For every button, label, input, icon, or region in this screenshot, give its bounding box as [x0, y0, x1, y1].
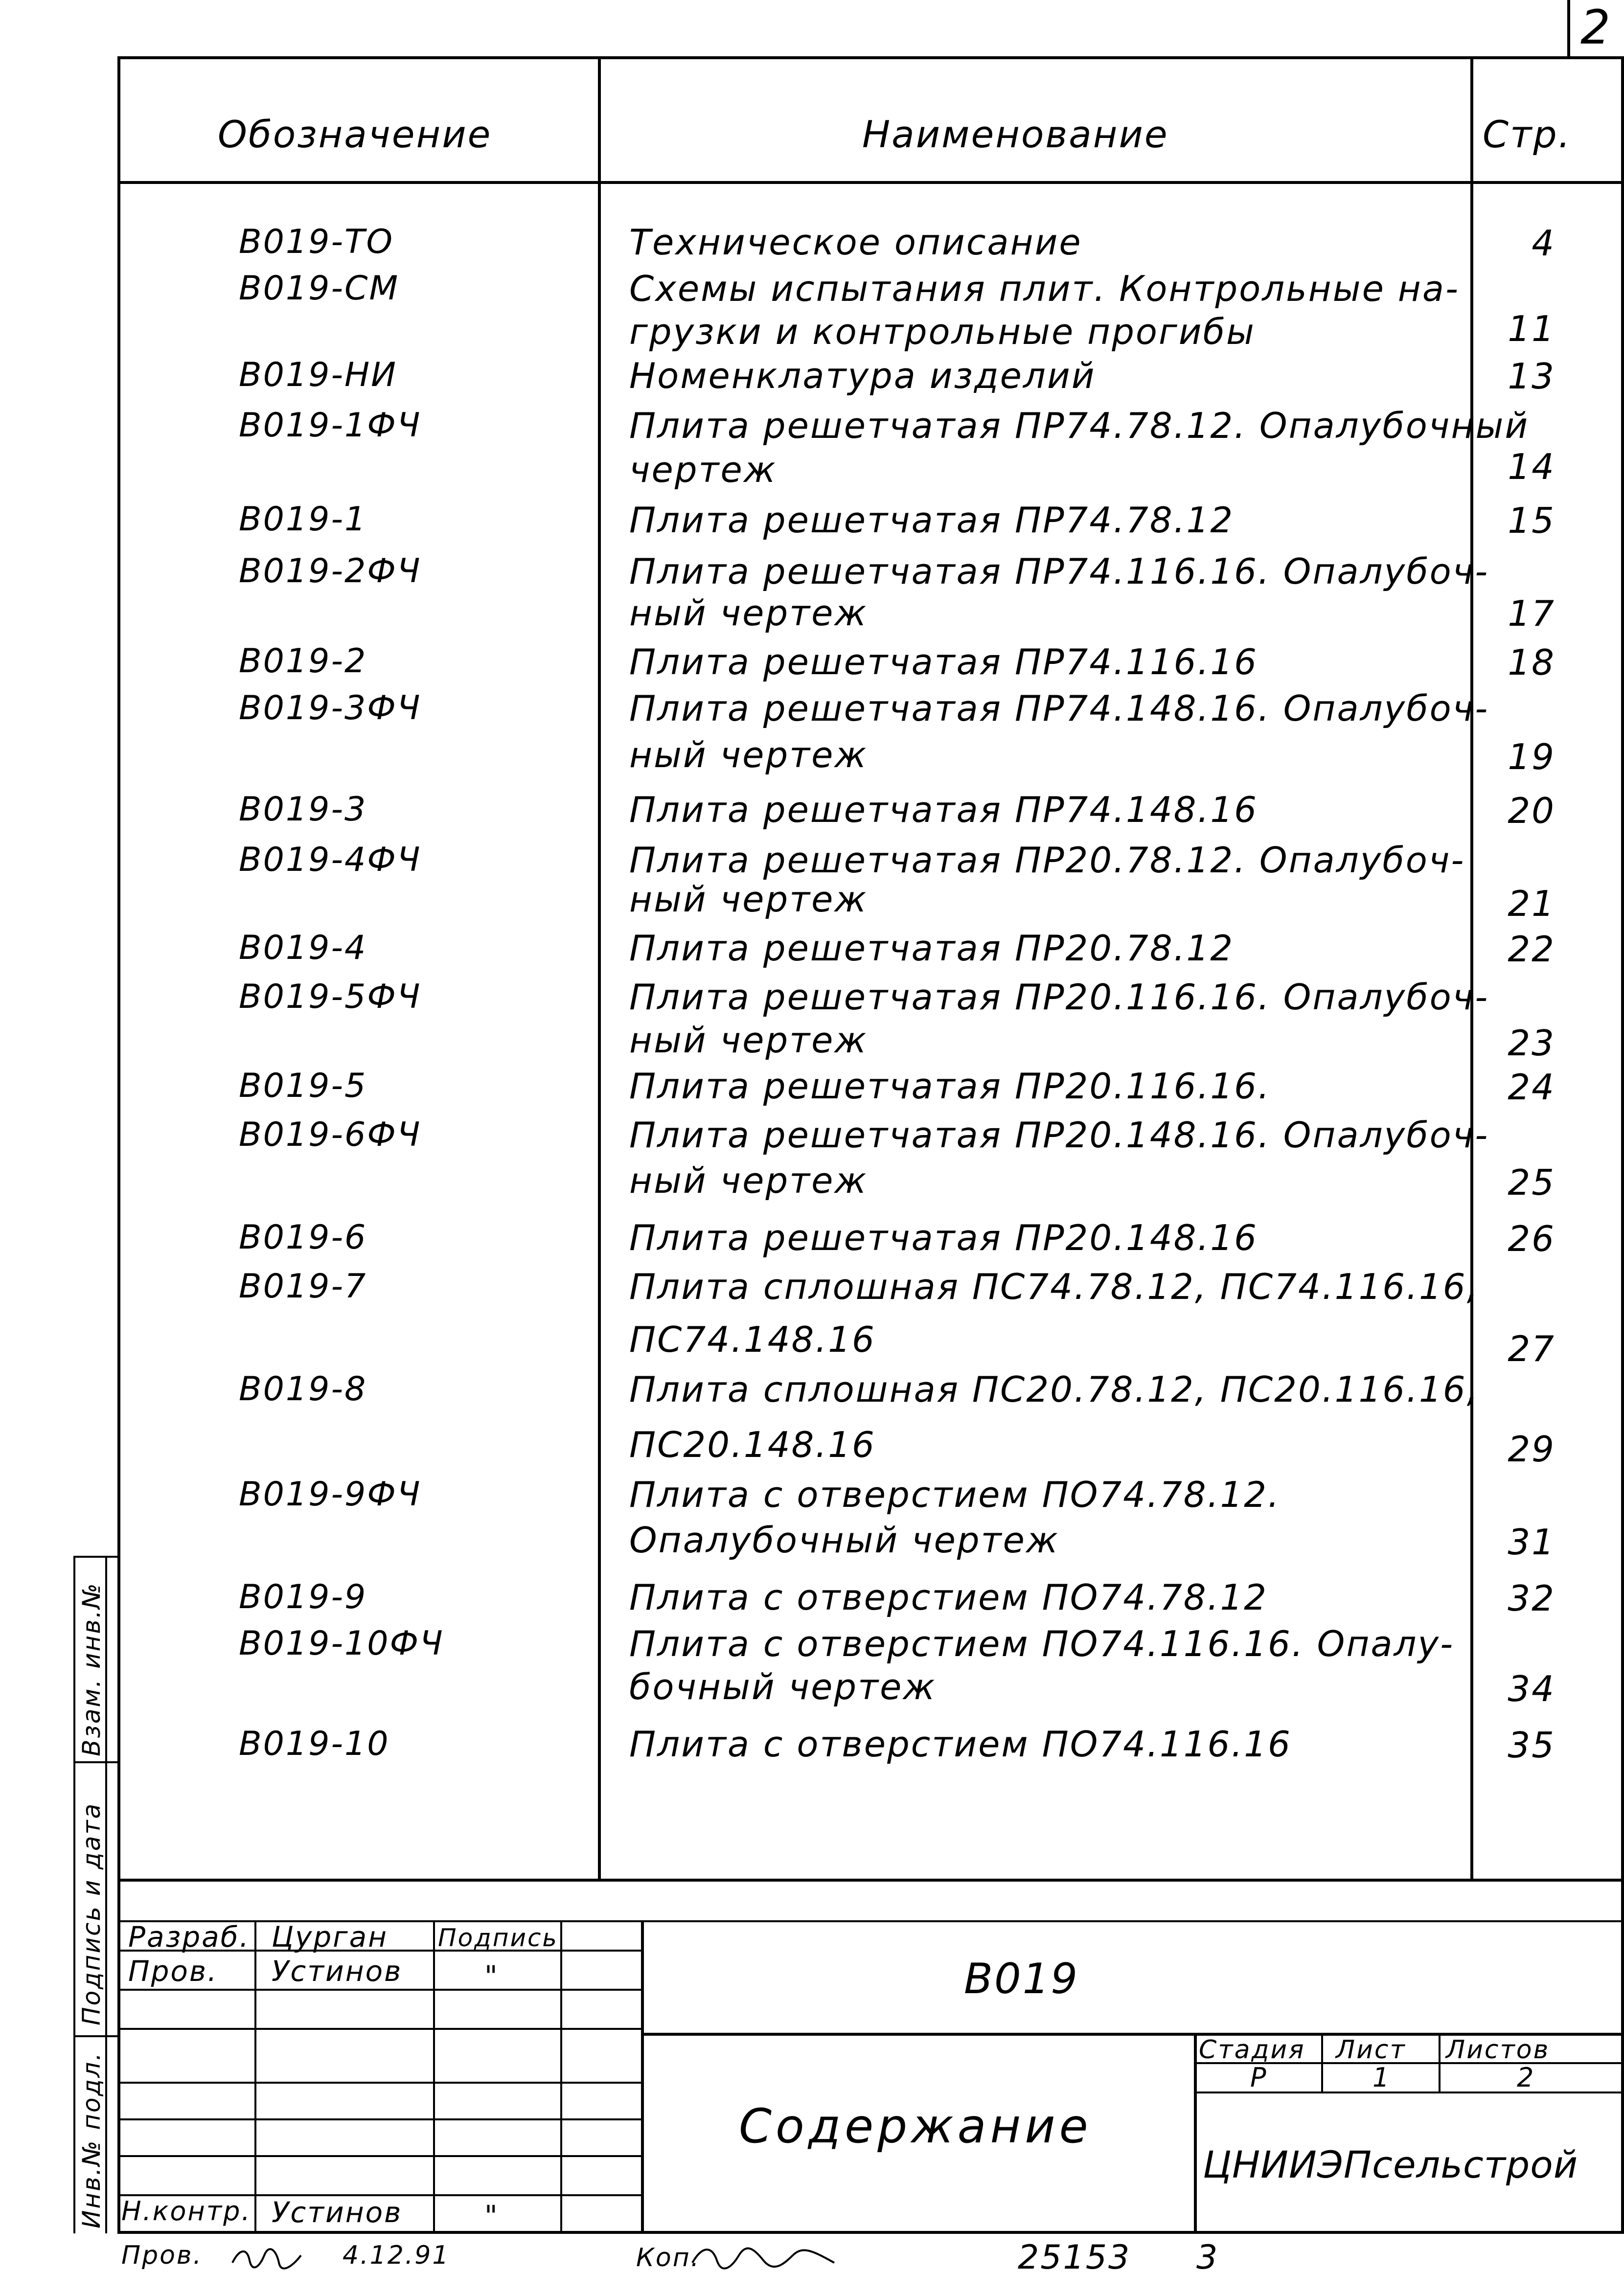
row-name: Плита с отверстием ПО74.78.12 [629, 1577, 1268, 1618]
row-name: Плита решетчатая ПР74.148.16. Опалубоч- [629, 688, 1489, 729]
row-name: чертеж [629, 449, 777, 490]
stage-label: Стадия [1199, 2035, 1305, 2065]
nkontr-name: Устинов [272, 2196, 403, 2229]
title-block-line [117, 1989, 641, 1991]
row-page: 23 [1508, 1023, 1555, 1064]
row-name: Плита решетчатая ПР74.78.12 [629, 500, 1235, 541]
row-code: В019-9ФЧ [239, 1475, 422, 1514]
footer-document-number: 25153 [1018, 2238, 1131, 2277]
row-code: В019-5 [239, 1067, 367, 1105]
row-name: ный чертеж [629, 1160, 868, 1201]
row-name: Плита сплошная ПС74.78.12, ПС74.116.16, [629, 1266, 1480, 1307]
row-page: 31 [1508, 1522, 1555, 1563]
row-page: 17 [1508, 593, 1555, 634]
row-page: 14 [1508, 446, 1555, 487]
footer-prov-label: Пров. [121, 2241, 203, 2270]
row-name: Плита с отверстием ПО74.78.12. [629, 1474, 1281, 1515]
frame-left [117, 56, 120, 2233]
copyist-signature-mark [690, 2241, 837, 2275]
row-code: В019-6ФЧ [239, 1115, 422, 1154]
row-code: В019-3ФЧ [239, 689, 422, 727]
row-page: 20 [1508, 790, 1555, 831]
row-name: Номенклатура изделий [629, 355, 1096, 396]
row-page: 13 [1508, 356, 1555, 397]
row-page: 18 [1508, 642, 1555, 683]
title-block-top [117, 1879, 1624, 1882]
row-name: Плита решетчатая ПР74.148.16 [629, 789, 1258, 830]
row-code: В019-4 [239, 929, 367, 967]
row-name: Плита решетчатая ПР74.78.12. Опалубочный [629, 405, 1530, 446]
row-code: В019-1 [239, 500, 367, 539]
row-name: Техническое описание [629, 222, 1082, 263]
column-divider-1 [598, 56, 601, 1881]
podpis-label: Подпись [438, 1924, 558, 1952]
side-stamp-line [73, 1556, 119, 1558]
row-page: 32 [1508, 1578, 1555, 1619]
row-name: ПС20.148.16 [629, 1424, 876, 1465]
razrab-name: Цурган [272, 1920, 389, 1954]
row-name: Плита решетчатая ПР74.116.16. Опалубоч- [629, 551, 1489, 592]
side-stamp-vzam-inv: Взам. инв.№ [77, 1582, 106, 1756]
row-page: 34 [1508, 1668, 1555, 1709]
title-block-line [117, 2155, 641, 2157]
row-page: 21 [1508, 883, 1555, 924]
row-name: ный чертеж [629, 879, 868, 920]
side-stamp-podpis-data: Подпись и дата [77, 1802, 106, 2025]
row-code: В019-3 [239, 790, 367, 829]
row-code: В019-10ФЧ [239, 1624, 444, 1663]
title-block-col [433, 1920, 435, 2231]
row-name: Плита решетчатая ПР20.116.16. [629, 1066, 1271, 1107]
title-block-col [1439, 2033, 1441, 2091]
row-name: Плита решетчатая ПР20.148.16 [629, 1217, 1258, 1258]
row-name: Плита решетчатая ПР74.116.16 [629, 641, 1258, 682]
nkontr-label: Н.контр. [121, 2196, 252, 2227]
razrab-label: Разраб. [128, 1920, 250, 1954]
row-code: В019-2ФЧ [239, 552, 422, 591]
footer-copy-number: 3 [1196, 2238, 1219, 2277]
row-page: 15 [1508, 500, 1555, 541]
title-block-col [1321, 2033, 1323, 2091]
sheet-label: Лист [1336, 2035, 1406, 2065]
row-name: ПС74.148.16 [629, 1319, 876, 1360]
row-page: 27 [1508, 1328, 1555, 1369]
prov-signature-ditto: " [484, 1959, 499, 1993]
row-name: Плита решетчатая ПР20.78.12. Опалубоч- [629, 840, 1465, 881]
sheet-number: 2 [1580, 0, 1612, 55]
row-code: В019-10 [239, 1725, 390, 1763]
prov-label: Пров. [128, 1955, 218, 1988]
title-block-line [117, 2082, 641, 2084]
row-page: 4 [1532, 223, 1555, 264]
row-name: Плита решетчатая ПР20.148.16. Опалубоч- [629, 1114, 1489, 1156]
row-code: В019-5ФЧ [239, 978, 422, 1016]
row-page: 24 [1508, 1067, 1555, 1108]
stage-value: Р [1250, 2062, 1268, 2093]
title-block-line [117, 2028, 641, 2030]
row-code: В019-7 [239, 1267, 367, 1306]
header-page: Стр. [1483, 113, 1572, 156]
title-block-col [254, 1920, 256, 2231]
side-stamp-left-border [73, 1556, 75, 2233]
row-name: Плита сплошная ПС20.78.12, ПС20.116.16, [629, 1369, 1480, 1410]
header-designation: Обозначение [218, 113, 492, 156]
sheets-label: Листов [1446, 2035, 1550, 2065]
header-divider [117, 181, 1624, 184]
row-page: 25 [1508, 1162, 1555, 1203]
row-code: В019-НИ [239, 356, 397, 394]
row-code: В019-СМ [239, 269, 400, 308]
row-code: В019-9 [239, 1578, 367, 1616]
row-page: 26 [1508, 1218, 1555, 1259]
prov-name: Устинов [272, 1955, 403, 1988]
footer-kop: Коп. [636, 2243, 701, 2273]
row-page: 19 [1508, 736, 1555, 777]
row-code: В019-6 [239, 1218, 367, 1257]
row-code: В019-2 [239, 642, 367, 681]
row-code: В019-8 [239, 1370, 367, 1409]
row-name: ный чертеж [629, 734, 868, 775]
row-name: Опалубочный чертеж [629, 1520, 1059, 1561]
signature-mark [230, 2243, 303, 2273]
document-title: Содержание [739, 2099, 1092, 2154]
organization-name: ЦНИИЭПсельстрой [1203, 2143, 1578, 2186]
side-stamp-line [73, 2035, 119, 2037]
row-page: 22 [1508, 929, 1555, 970]
row-name: Плита с отверстием ПО74.116.16 [629, 1724, 1292, 1765]
header-name: Наименование [862, 113, 1169, 156]
row-page: 29 [1508, 1429, 1555, 1470]
row-name: бочный чертеж [629, 1666, 937, 1707]
side-stamp-line [73, 1761, 119, 1763]
title-block-col [560, 1920, 562, 2231]
row-name: ный чертеж [629, 592, 868, 634]
sheet-value: 1 [1372, 2062, 1391, 2093]
row-page: 11 [1508, 308, 1555, 349]
document-designation: В019 [964, 1955, 1079, 2003]
sheet-number-divider [1567, 0, 1570, 56]
title-block-col [641, 1920, 644, 2231]
frame-top [117, 56, 1624, 59]
title-block-col [1194, 2033, 1197, 2231]
row-name: Плита решетчатая ПР20.78.12 [629, 928, 1235, 969]
row-page: 35 [1508, 1725, 1555, 1766]
side-stamp-inv-podl: Инв.№ подл. [77, 2051, 106, 2228]
row-code: В019-4ФЧ [239, 841, 422, 879]
frame-right [1621, 56, 1624, 2233]
footer-date: 4.12.91 [343, 2241, 450, 2270]
row-name: Плита решетчатая ПР20.116.16. Опалубоч- [629, 977, 1489, 1018]
title-block-line [117, 2118, 641, 2120]
row-code: В019-ТО [239, 223, 394, 261]
row-name: Плита с отверстием ПО74.116.16. Опалу- [629, 1623, 1455, 1664]
row-name: ный чертеж [629, 1020, 868, 1061]
row-name: Схемы испытания плит. Контрольные на- [629, 268, 1460, 309]
row-name: грузки и контрольные прогибы [629, 311, 1256, 352]
frame-bottom [117, 2231, 1624, 2234]
column-divider-2 [1470, 56, 1473, 1881]
sheets-value: 2 [1517, 2062, 1535, 2093]
nkontr-signature-ditto: " [484, 2199, 499, 2232]
row-code: В019-1ФЧ [239, 406, 422, 445]
